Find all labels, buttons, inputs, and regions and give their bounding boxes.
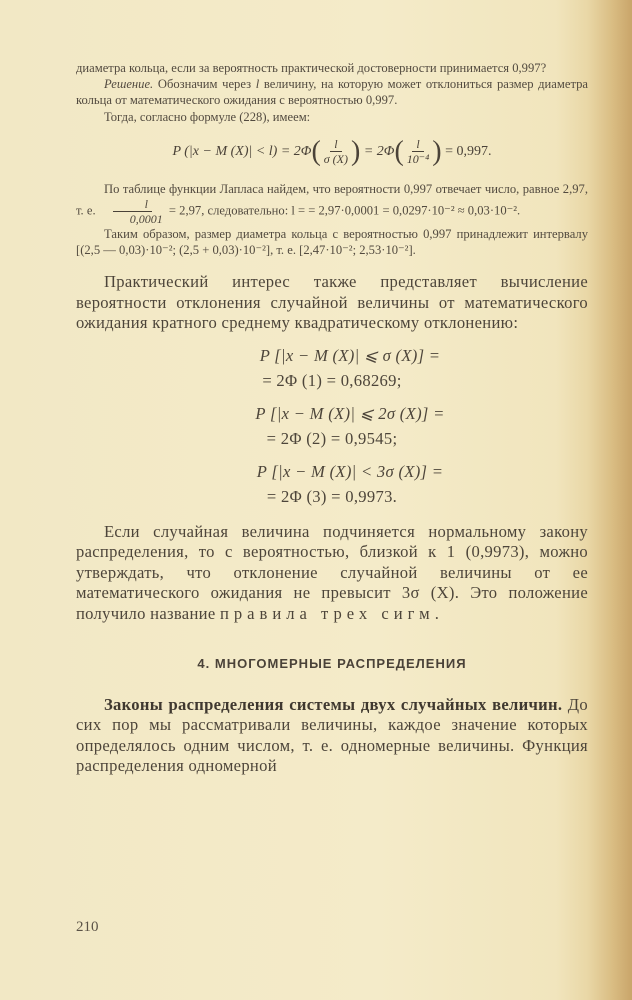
main-text-block bbox=[76, 272, 588, 777]
paragraph-heading: Законы распределения системы двух случайных величин. bbox=[104, 694, 563, 714]
solution-paragraph: Решение. Обозначим через l величину, на которую может отклониться размер диаметра кольца от математического ожидания с вероятностью 0,997. bbox=[76, 77, 588, 108]
paragraph-intro: Практический интерес также представляет вычисление вероятности отклонения случайной величины от математического ожидания кратного среднему квадратическому отклонению: bbox=[76, 272, 588, 333]
three-sigma-rule-term: правила трех сигм bbox=[219, 603, 435, 623]
equation-1sigma: P [|x − M (X)| ⩽ σ (X)] = = 2Φ (1) = 0,68269; bbox=[259, 345, 441, 390]
solution-label: Решение. bbox=[104, 77, 154, 92]
equations-block bbox=[76, 344, 588, 510]
equation-3sigma: P [|x − M (X)| < 3σ (X)] = = 2Φ (3) = 0,9973. bbox=[256, 461, 444, 506]
laplace-table-paragraph: По таблице функции Лапласа найдем, что вероятности 0,997 отвечает число, равное 2,97, т. е. $\frac{l}{0,0001}$ = 2,97, следовательно: l = = 2,97·0,0001 = 0,0297·10⁻² ≈ 0,03·10⁻². bbox=[76, 181, 588, 227]
fraction: $\frac{l}{\text{10⁻⁴}}$ bbox=[406, 137, 430, 167]
formula-laplace: P (|x − M (X)| < l) = 2Φ ( $\frac{l}{\sigma (X)}$ ) = 2Φ ( $\frac{l}{\text{10⁻⁴}}$ ) = 0,997. bbox=[172, 135, 492, 167]
page-number: 210 bbox=[76, 919, 99, 935]
formula-intro: Тогда, согласно формуле (228), имеем: bbox=[104, 109, 311, 124]
interval-paragraph: Таким образом, размер диаметра кольца с вероятностью 0,997 принадлежит интервалу [(2,5 — 0,03)·10⁻²; (2,5 + 0,03)·10⁻²], т. е. [2,47·10⁻²; 2,53·10⁻²]. bbox=[76, 227, 588, 258]
page-content bbox=[76, 60, 588, 777]
fraction: $\frac{l}{\sigma (X)}$ bbox=[323, 137, 349, 167]
multivariate-paragraph: Законы распределения системы двух случайных величин. До сих пор мы рассматривали величины, каждое значение которых определялось одним числом, т. е. одномерные величины. Функция распределения одномерной bbox=[76, 694, 589, 776]
question-text: диаметра кольца, если за вероятность практической достоверности принимается 0,997? bbox=[76, 61, 547, 75]
section-heading: 4. МНОГОМЕРНЫЕ РАСПРЕДЕЛЕНИЯ bbox=[197, 656, 467, 672]
fraction: $\frac{l}{0,0001}$ bbox=[102, 197, 163, 226]
three-sigma-rule-paragraph: Если случайная величина подчиняется нормальному закону распределения, то с вероятностью, близкой к 1 (0,9973), можно утверждать, что отклонение случайной величины от ее математического ожидания не превысит 3σ (X). Это положение получило название правила трех сигм. bbox=[76, 521, 588, 623]
example-solution-block bbox=[76, 60, 588, 258]
equation-2sigma: P [|x − M (X)| ⩽ 2σ (X)] = = 2Φ (2) = 0,9545; bbox=[255, 403, 445, 448]
